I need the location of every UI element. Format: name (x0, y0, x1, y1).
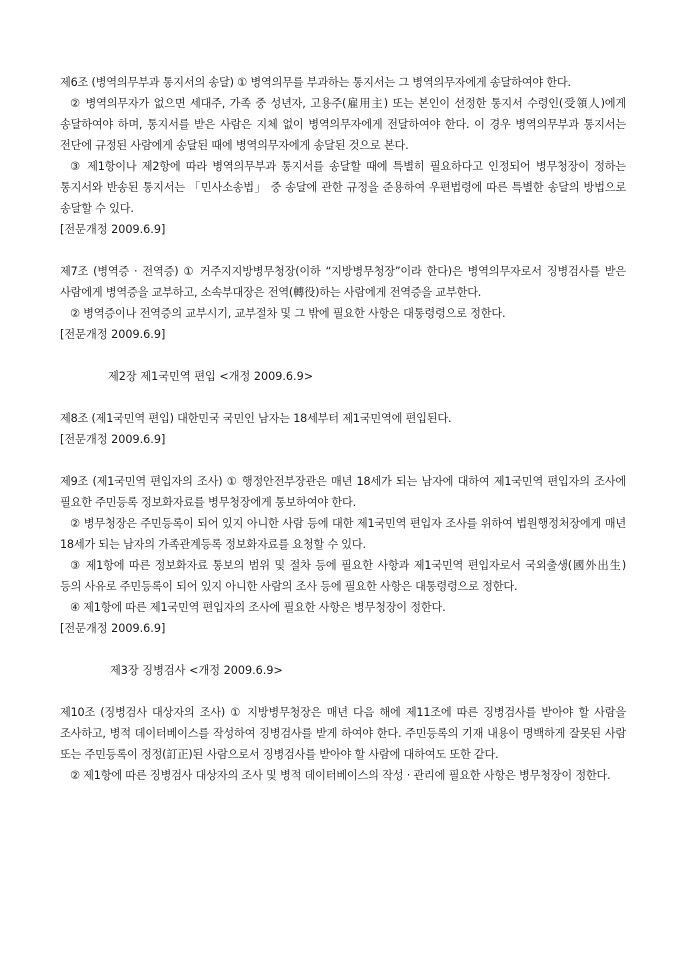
spacer (60, 450, 626, 471)
article-10 (60, 702, 626, 786)
article-6 (60, 72, 626, 240)
article-8-para-1: 제8조 (제1국민역 편입) 대한민국 국민인 남자는 18세부터 제1국민역에 편입된다. (60, 412, 452, 425)
article-10-para-2: ② 제1항에 따른 징병검사 대상자의 조사 및 병적 데이터베이스의 작성 · 관리에 필요한 사항은 병무청장이 정한다. (70, 769, 611, 782)
article-6-para-3: ③ 제1항이나 제2항에 따라 병역의무부과 통지서를 송달할 때에 특별히 필요하다고 인정되어 병무청장이 정하는 통지서와 반송된 통지서는 「민사소송법」 중 송달에 관한 규정을 준용하여 우편법령에 따른 특별한 송달의 방법으로 송달할 수 있다. (60, 160, 626, 215)
chapter-2-heading: 제2장 제1국민역 편입 <개정 2009.6.9> (108, 370, 314, 383)
spacer (60, 345, 626, 366)
spacer (60, 387, 626, 408)
article-7-revision-note: [전문개정 2009.6.9] (60, 328, 166, 341)
spacer (60, 681, 626, 702)
article-8 (60, 408, 626, 450)
article-7-para-1: 제7조 (병역증 · 전역증) ① 거주지지방병무청장(이하 “지방병무청장”이라 한다)은 병역의무자로서 징병검사를 받은 사람에게 병역증을 교부하고, 소속부대장은 전역(轉役)하는 사람에게 전역증을 교부한다. (60, 265, 626, 299)
article-6-para-2: ② 병역의무자가 없으면 세대주, 가족 중 성년자, 고용주(雇用主) 또는 본인이 선정한 통지서 수령인(受領人)에게 송달하여야 하며, 통지서를 받은 사람은 지체 없이 병역의무자에게 전달하여야 한다. 이 경우 병역의무부과 통지서는 전단에 규정된 사람에게 송달된 때에 병역의무자에게 송달된 것으로 본다. (60, 97, 626, 152)
article-6-revision-note: [전문개정 2009.6.9] (60, 223, 166, 236)
article-7-para-2: ② 병역증이나 전역증의 교부시기, 교부절차 및 그 밖에 필요한 사항은 대통령령으로 정한다. (70, 307, 506, 320)
article-9 (60, 471, 626, 639)
spacer (60, 639, 626, 660)
article-7 (60, 261, 626, 345)
article-9-para-2: ② 병무청장은 주민등록이 되어 있지 아니한 사람 등에 대한 제1국민역 편입자 조사를 위하여 법원행정처장에게 매년 18세가 되는 남자의 가족관계등록 정보화자료를 요청할 수 있다. (60, 517, 626, 551)
article-8-revision-note: [전문개정 2009.6.9] (60, 433, 166, 446)
article-9-revision-note: [전문개정 2009.6.9] (60, 622, 166, 635)
document-page (60, 72, 626, 786)
article-10-para-1: 제10조 (징병검사 대상자의 조사) ① 지방병무청장은 매년 다음 해에 제11조에 따른 징병검사를 받아야 할 사람을 조사하고, 병적 데이터베이스를 작성하여 징병검사를 받게 하여야 한다. 주민등록의 기재 내용이 명백하게 잘못된 사람 또는 주민등록이 정정(訂正)된 사람으로서 징병검사를 받아야 할 사람에 대하여도 또한 같다. (60, 706, 626, 761)
article-6-para-1: 제6조 (병역의무부과 통지서의 송달) ① 병역의무를 부과하는 통지서는 그 병역의무자에게 송달하여야 한다. (60, 76, 571, 89)
article-9-para-1: 제9조 (제1국민역 편입자의 조사) ① 행정안전부장관은 매년 18세가 되는 남자에 대하여 제1국민역 편입자의 조사에 필요한 주민등록 정보화자료를 병무청장에게 통보하여야 한다. (60, 475, 626, 509)
article-9-para-3: ③ 제1항에 따른 정보화자료 통보의 범위 및 절차 등에 필요한 사항과 제1국민역 편입자로서 국외출생(國外出生) 등의 사유로 주민등록이 되어 있지 아니한 사람의 조사 등에 필요한 사항은 대통령령으로 정한다. (60, 559, 626, 593)
article-9-para-4: ④ 제1항에 따른 제1국민역 편입자의 조사에 필요한 사항은 병무청장이 정한다. (70, 601, 446, 614)
chapter-3-heading: 제3장 징병검사 <개정 2009.6.9> (110, 664, 283, 677)
spacer (60, 240, 626, 261)
